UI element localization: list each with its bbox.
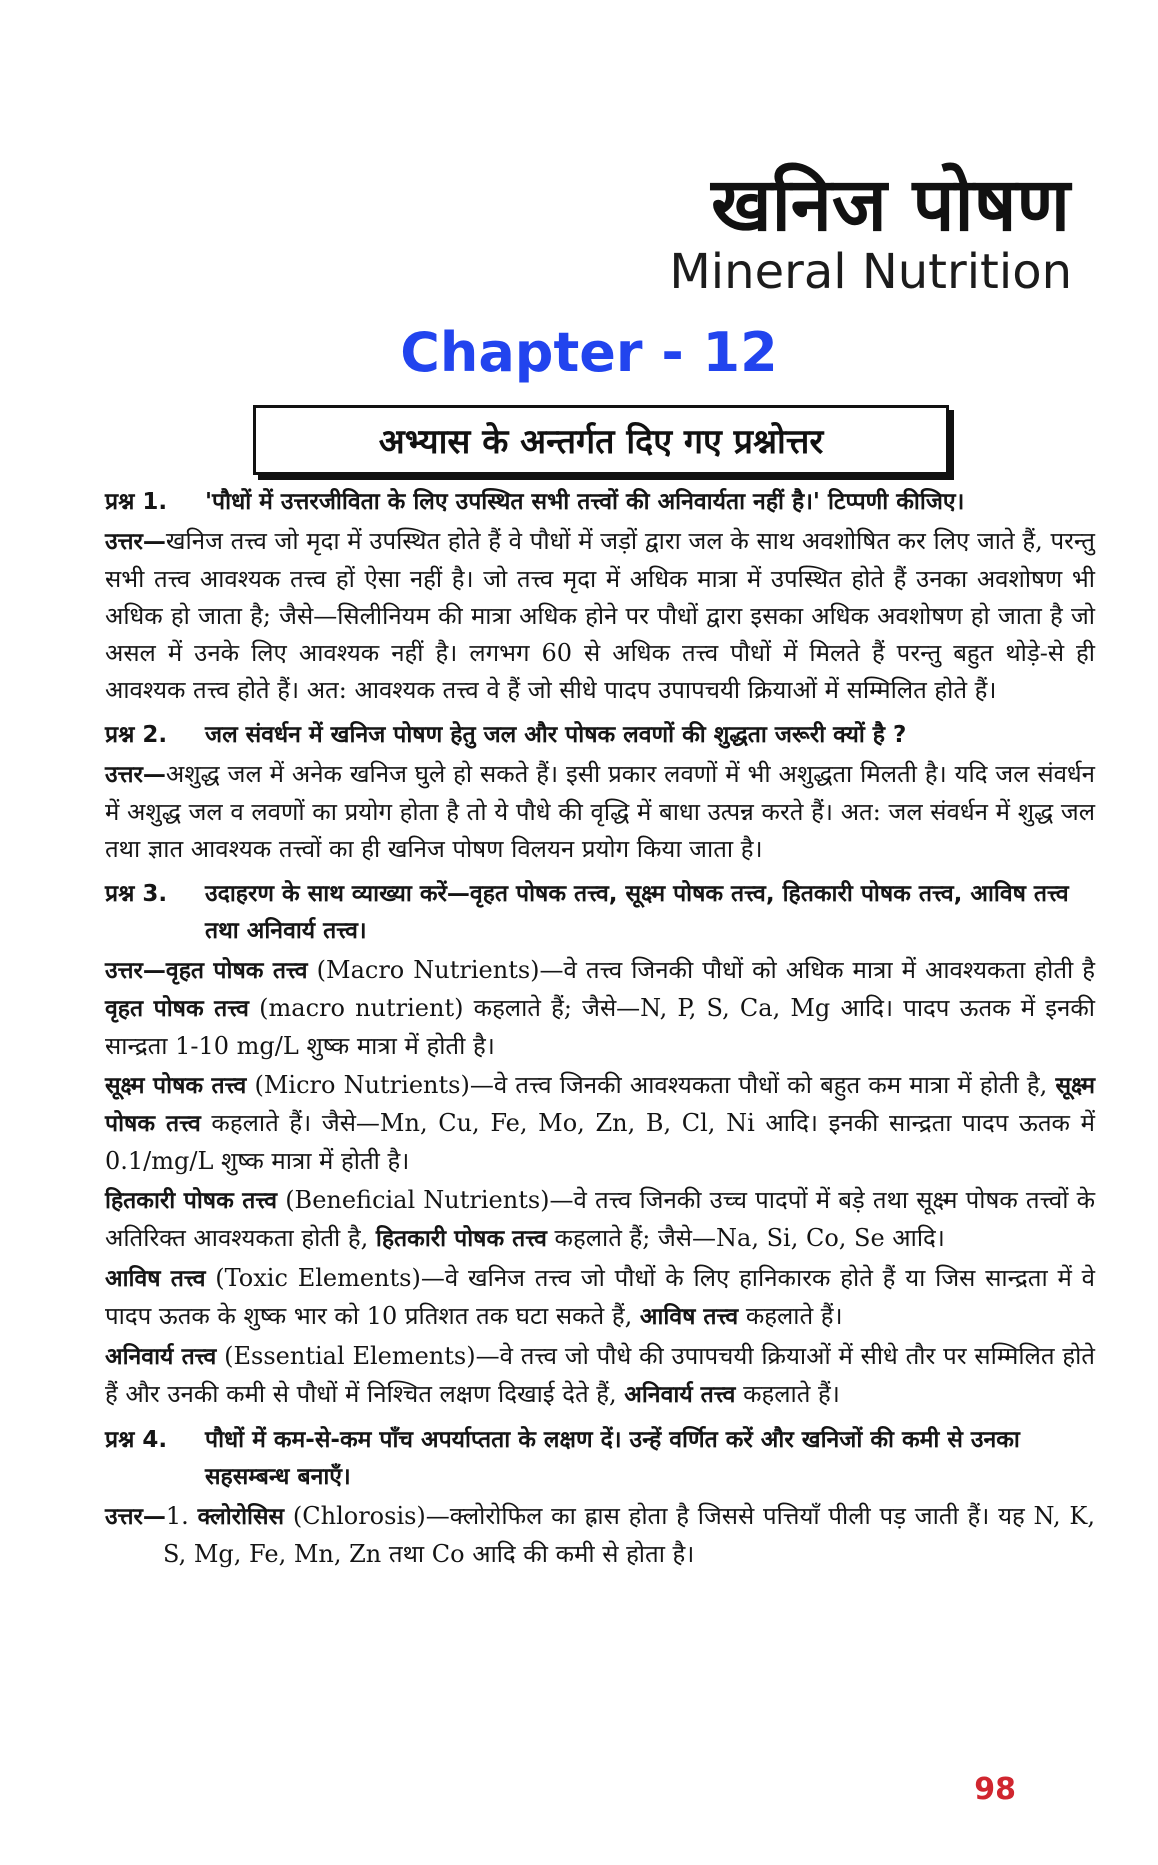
page-content [105, 484, 1095, 1573]
term-toxic: आविष तत्त्व [105, 1266, 206, 1292]
definition-text: कहलाते हैं; जैसे—Na, Si, Co, Se आदि। [546, 1224, 945, 1252]
answer-label: उत्तर— [105, 762, 166, 788]
answer-label: उत्तर— [105, 958, 166, 984]
term-beneficial-repeat: हितकारी पोषक तत्त्व [375, 1226, 547, 1252]
term-micro-repeat: सूक्ष्म पोषक तत्त्व [105, 1073, 1095, 1137]
list-number: 1. [165, 1502, 198, 1530]
answer-3-micro [105, 1067, 1095, 1180]
chapter-number: Chapter - 12 [400, 321, 778, 384]
answer-label: उत्तर— [105, 529, 166, 555]
term-essential-repeat: अनिवार्य तत्त्व [624, 1382, 736, 1408]
term-beneficial: हितकारी पोषक तत्त्व [105, 1188, 278, 1214]
page-number: 98 [974, 1772, 1016, 1807]
question-label: प्रश्न 2. [105, 722, 168, 748]
question-text: उदाहरण के साथ व्याख्या करें—वृहत पोषक तत्त्व, सूक्ष्म पोषक तत्त्व, हितकारी पोषक तत्त्व, आविष तत्त्व तथा अनिवार्य तत्त्व। [205, 881, 1069, 944]
term-chlorosis: क्लोरोसिस [197, 1504, 285, 1530]
term-micro: सूक्ष्म पोषक तत्त्व [105, 1073, 247, 1099]
answer-3-essential [105, 1338, 1095, 1414]
term-macro-repeat: वृहत पोषक तत्त्व [105, 996, 249, 1022]
question-label: प्रश्न 3. [105, 881, 168, 907]
answer-3-toxic [105, 1260, 1095, 1336]
answer-2 [105, 756, 1095, 868]
term-toxic-repeat: आविष तत्त्व [639, 1304, 739, 1330]
chapter-title-hindi: खनिज पोषण [711, 162, 1070, 248]
answer-4 [105, 1498, 1095, 1573]
definition-text: कहलाते हैं। जैसे—Mn, Cu, Fe, Mo, Zn, B, Cl, Ni आदि। इनकी सान्द्रता पादप ऊतक में 0.1/mg/L शुष्क मात्रा में होती है। [105, 1109, 1095, 1175]
definition-text: (macro nutrient) कहलाते हैं; जैसे—N, P, S, Ca, Mg आदि। पादप ऊतक में इनकी सान्द्रता 1-10 mg/L शुष्क मात्रा में होती है। [105, 994, 1095, 1060]
question-label: प्रश्न 4. [105, 1427, 168, 1453]
section-heading: अभ्यास के अन्तर्गत दिए गए प्रश्नोत्तर [378, 422, 824, 462]
answer-text: अशुद्ध जल में अनेक खनिज घुले हो सकते हैं। इसी प्रकार लवणों में भी अशुद्धता मिलती है। यदि जल संवर्धन में अशुद्ध जल व लवणों का प्रयोग होता है तो ये पौधे की वृद्धि में बाधा उत्पन्न करते हैं। अत: जल संवर्धन में शुद्ध जल तथा ज्ञात आवश्यक तत्त्वों का ही खनिज पोषण विलयन प्रयोग किया जाता है। [105, 760, 1095, 863]
definition-text: (Micro Nutrients)—वे तत्त्व जिनकी आवश्यकता पौधों को बहुत कम मात्रा में होती है, [246, 1071, 1056, 1099]
term-macro: वृहत पोषक तत्त्व [165, 958, 308, 984]
section-heading-box [253, 405, 949, 475]
question-3 [105, 876, 1095, 950]
term-essential: अनिवार्य तत्त्व [105, 1344, 217, 1370]
definition-text: (Essential Elements)—वे तत्त्व जो पौधे की उपापचयी क्रियाओं में सीधे तौर पर सम्मिलित होते हैं और उनकी कमी से पौधों में निश्चित लक्षण दिखाई देते हैं, [105, 1342, 1095, 1408]
definition-text: कहलाते हैं। [735, 1380, 840, 1408]
question-2 [105, 717, 1095, 754]
answer-3-macro [105, 952, 1095, 1065]
question-1 [105, 484, 1095, 521]
definition-text: (Chlorosis)—क्लोरोफिल का ह्रास होता है जिससे पत्तियाँ पीली पड़ जाती हैं। यह N, K, S, Mg, Fe, Mn, Zn तथा Co आदि की कमी से होता है। [163, 1502, 1095, 1568]
question-label: प्रश्न 1. [105, 489, 168, 515]
question-text: पौधों में कम-से-कम पाँच अपर्याप्तता के लक्षण दें। उन्हें वर्णित करें और खनिजों की कमी से उनका सहसम्बन्ध बनाएँ। [205, 1427, 1020, 1490]
answer-1 [105, 523, 1095, 709]
answer-text: खनिज तत्त्व जो मृदा में उपस्थित होते हैं वे पौधों में जड़ों द्वारा जल के साथ अवशोषित कर लिए जाते हैं, परन्तु सभी तत्त्व आवश्यक तत्त्व हों ऐसा नहीं है। जो तत्त्व मृदा में अधिक मात्रा में उपस्थित होते हैं उनका अवशोषण भी अधिक हो जाता है; जैसे—सिलीनियम की मात्रा अधिक होने पर पौधों द्वारा इसका अधिक अवशोषण हो जाता है जो असल में उनके लिए आवश्यक नहीं है। लगभग 60 से अधिक तत्त्व पौधों में मिलते हैं परन्तु बहुत थोड़े-से ही आवश्यक तत्त्व होते हैं। अत: आवश्यक तत्त्व वे हैं जो सीधे पादप उपापचयी क्रियाओं में सम्मिलित होते हैं। [105, 527, 1095, 704]
chapter-title-english: Mineral Nutrition [669, 244, 1072, 300]
answer-3-beneficial [105, 1182, 1095, 1258]
definition-text: कहलाते हैं। [738, 1302, 843, 1330]
answer-label: उत्तर— [105, 1504, 166, 1530]
question-4 [105, 1422, 1095, 1496]
definition-text: (Beneficial Nutrients)—वे तत्त्व जिनकी उच्च पादपों में बड़े तथा सूक्ष्म पोषक तत्त्वों के अतिरिक्त आवश्यकता होती है, [105, 1186, 1096, 1252]
question-text: 'पौधों में उत्तरजीविता के लिए उपस्थित सभी तत्त्वों की अनिवार्यता नहीं है।' टिप्पणी कीजिए। [205, 489, 965, 515]
definition-text: (Toxic Elements)—वे खनिज तत्त्व जो पौधों के लिए हानिकारक होते हैं या जिस सान्द्रता में वे पादप ऊतक के शुष्क भार को 10 प्रतिशत तक घटा सकते हैं, [105, 1264, 1095, 1330]
question-text: जल संवर्धन में खनिज पोषण हेतु जल और पोषक लवणों की शुद्धता जरूरी क्यों है ? [205, 722, 907, 748]
definition-text: (Macro Nutrients)—वे तत्त्व जिनकी पौधों को अधिक मात्रा में आवश्यकता होती है [307, 956, 1095, 984]
